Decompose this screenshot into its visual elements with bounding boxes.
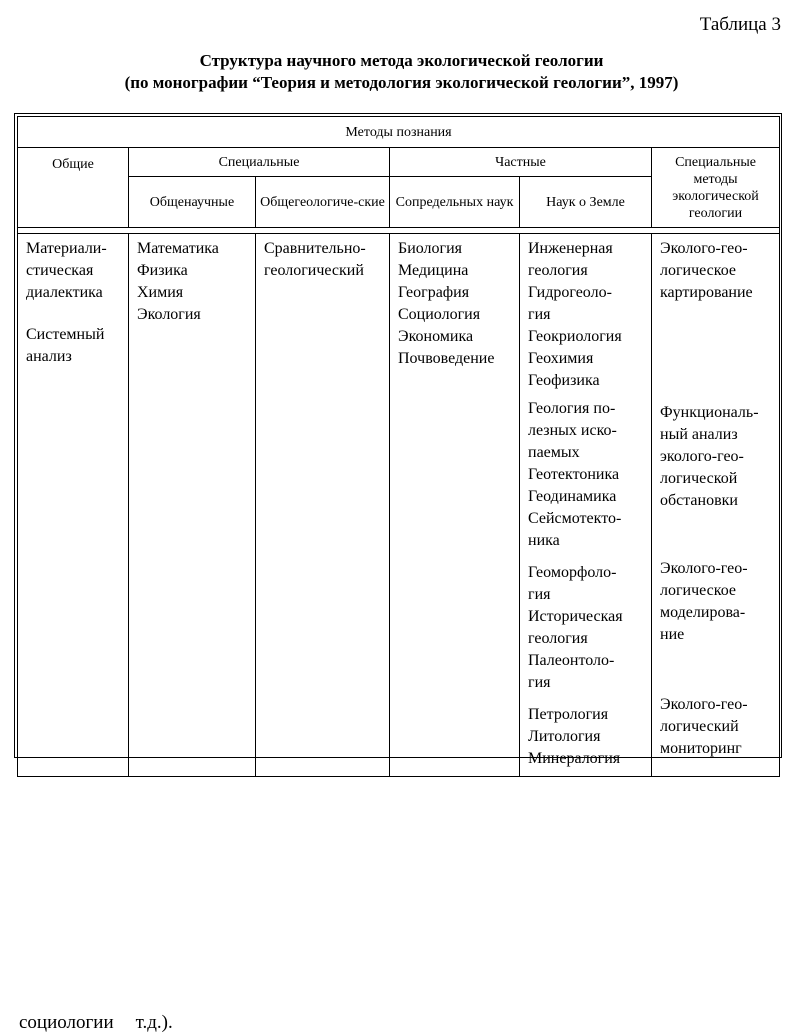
methods-table: [17, 116, 780, 777]
cell-text: Палеонтоло-: [528, 652, 615, 669]
cell-text: Системный: [26, 326, 105, 343]
earth-group-2: [528, 398, 645, 552]
header-special-methods: Специальные методы экологической геологии: [652, 148, 780, 228]
cell-text: Эколого-гео-: [660, 560, 748, 577]
cell-text: Геокриология: [528, 328, 622, 345]
cell-text: Биология: [398, 240, 463, 257]
cell-text: Эколого-гео-: [660, 696, 748, 713]
cell-general: [18, 234, 129, 777]
cell-text: геологический: [264, 262, 364, 279]
cell-related-sciences: [390, 234, 520, 777]
cell-text: Геодинамика: [528, 488, 617, 505]
cell-text: Эколого-гео-: [660, 240, 748, 257]
cell-text: Сравнительно-: [264, 240, 366, 257]
footer-word-2: т.д.).: [135, 1012, 173, 1033]
header-special: Специальные: [129, 148, 390, 177]
cell-text: гия: [528, 586, 551, 603]
cell-text: лезных иско-: [528, 422, 617, 439]
cell-text: Почвоведение: [398, 350, 495, 367]
cell-text: стическая: [26, 262, 94, 279]
cell-text: диалектика: [26, 284, 103, 301]
cell-text: Экономика: [398, 328, 474, 345]
earth-group-4: [528, 704, 645, 770]
cell-special-methods: [652, 234, 780, 777]
cell-text: Петрология: [528, 706, 609, 723]
cell-text: География: [398, 284, 470, 301]
special-group-3: [660, 558, 773, 694]
cell-text: Сейсмотекто-: [528, 510, 622, 527]
cell-text: Функциональ-: [660, 404, 759, 421]
cell-text: логический: [660, 718, 739, 735]
header-general-scientific: Общенаучные: [129, 177, 256, 228]
cell-text: Социология: [398, 306, 481, 323]
header-general-geological: Общегеологиче-ские: [256, 177, 390, 228]
cell-text: Химия: [137, 284, 184, 301]
cell-text: геология: [528, 262, 588, 279]
cell-text: Минералогия: [528, 750, 621, 767]
cell-text: Геология по-: [528, 400, 616, 417]
cell-text: гия: [528, 674, 551, 691]
cell-text: паемых: [528, 444, 580, 461]
table-title: [0, 50, 803, 94]
cell-text: гия: [528, 306, 551, 323]
cell-text: логической: [660, 470, 738, 487]
header-general: Общие: [18, 148, 129, 228]
cell-text: картирование: [660, 284, 753, 301]
cell-text: анализ: [26, 348, 72, 365]
cell-text: Геоморфоло-: [528, 564, 617, 581]
cell-text: логическое: [660, 262, 737, 279]
footer-word-1: социологии: [19, 1012, 114, 1033]
cell-earth-sciences: [520, 234, 652, 777]
cell-general-geological: [256, 234, 390, 777]
cell-text: логическое: [660, 582, 737, 599]
footer-text: [19, 1012, 195, 1034]
title-line-2: (по монографии “Теория и методология экологической геологии”, 1997): [124, 73, 679, 92]
header-particular: Частные: [390, 148, 652, 177]
cell-text: мониторинг: [660, 740, 742, 757]
earth-group-3: [528, 562, 645, 694]
cell-text: геология: [528, 630, 588, 647]
special-group-4: [660, 694, 773, 760]
cell-text: Материали-: [26, 240, 107, 257]
cell-text: Историческая: [528, 608, 623, 625]
title-line-1: Структура научного метода экологической геологии: [199, 51, 604, 70]
cell-text: ние: [660, 626, 685, 643]
cell-text: Инженерная: [528, 240, 613, 257]
special-group-1: [660, 238, 773, 402]
cell-text: Литология: [528, 728, 601, 745]
table-number: Таблица 3: [699, 14, 781, 35]
cell-text: Геотектоника: [528, 466, 620, 483]
cell-text: обстановки: [660, 492, 738, 509]
cell-text: Геофизика: [528, 372, 600, 389]
cell-text: Геохимия: [528, 350, 594, 367]
cell-text: Экология: [137, 306, 201, 323]
cell-general-scientific: [129, 234, 256, 777]
header-earth-sciences: Наук о Земле: [520, 177, 652, 228]
cell-text: ника: [528, 532, 560, 549]
header-methods-of-cognition: Методы познания: [18, 117, 780, 148]
cell-text: Физика: [137, 262, 188, 279]
cell-text: Медицина: [398, 262, 469, 279]
cell-text: Гидрогеоло-: [528, 284, 612, 301]
cell-text: моделирова-: [660, 604, 746, 621]
cell-text: ный анализ: [660, 426, 738, 443]
earth-group-1: [528, 238, 645, 392]
special-group-2: [660, 402, 773, 558]
cell-gap: [26, 304, 122, 324]
cell-text: Математика: [137, 240, 219, 257]
header-related-sciences: Сопредельных наук: [390, 177, 520, 228]
cell-text: эколого-гео-: [660, 448, 744, 465]
